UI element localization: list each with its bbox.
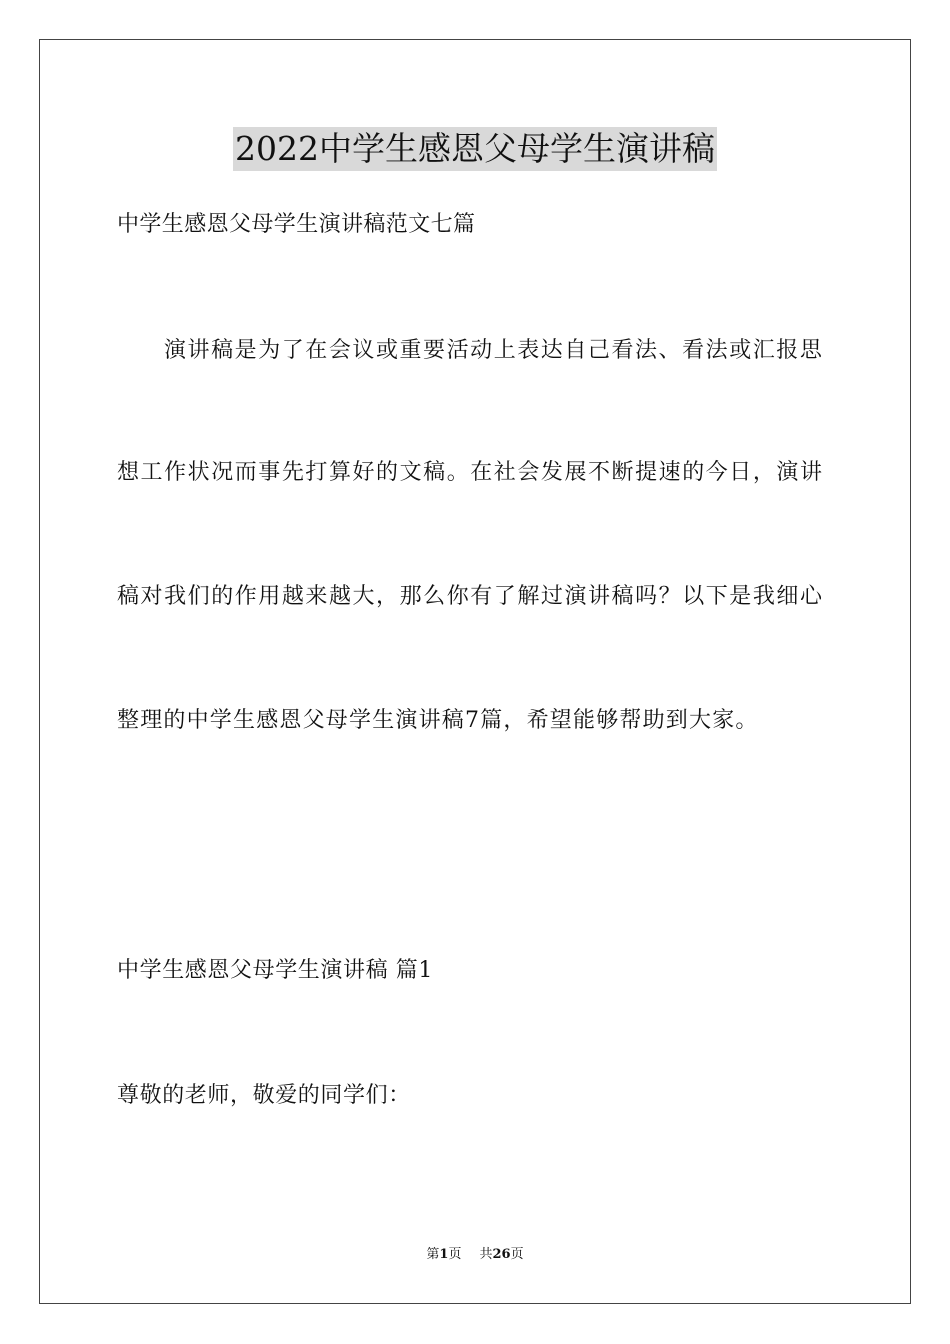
- page-footer: [0, 1246, 950, 1264]
- intro-paragraph-line-2: 想工作状况而事先打算好的文稿。在社会发展不断提速的今日，演讲: [117, 460, 824, 485]
- total-page-count: 26: [492, 1247, 511, 1262]
- current-page-number: 1: [439, 1247, 449, 1262]
- document-subtitle: 中学生感恩父母学生演讲稿范文七篇: [117, 212, 476, 237]
- intro-paragraph-line-3: 稿对我们的作用越来越大，那么你有了解过演讲稿吗？以下是我细心: [117, 584, 824, 609]
- intro-paragraph-line-1: 演讲稿是为了在会议或重要活动上表达自己看法、看法或汇报思: [164, 338, 824, 363]
- intro-paragraph-line-4: 整理的中学生感恩父母学生演讲稿7篇，希望能够帮助到大家。: [117, 708, 759, 733]
- document-title: 2022中学生感恩父母学生演讲稿: [233, 127, 717, 171]
- title-container: [0, 127, 950, 171]
- salutation: 尊敬的老师，敬爱的同学们：: [117, 1083, 411, 1108]
- page-prefix: 第: [426, 1247, 440, 1262]
- total-prefix: 共: [479, 1247, 493, 1262]
- section-heading: 中学生感恩父母学生演讲稿 篇1: [117, 958, 433, 983]
- page-suffix: 页: [448, 1247, 462, 1262]
- total-suffix: 页: [510, 1247, 524, 1262]
